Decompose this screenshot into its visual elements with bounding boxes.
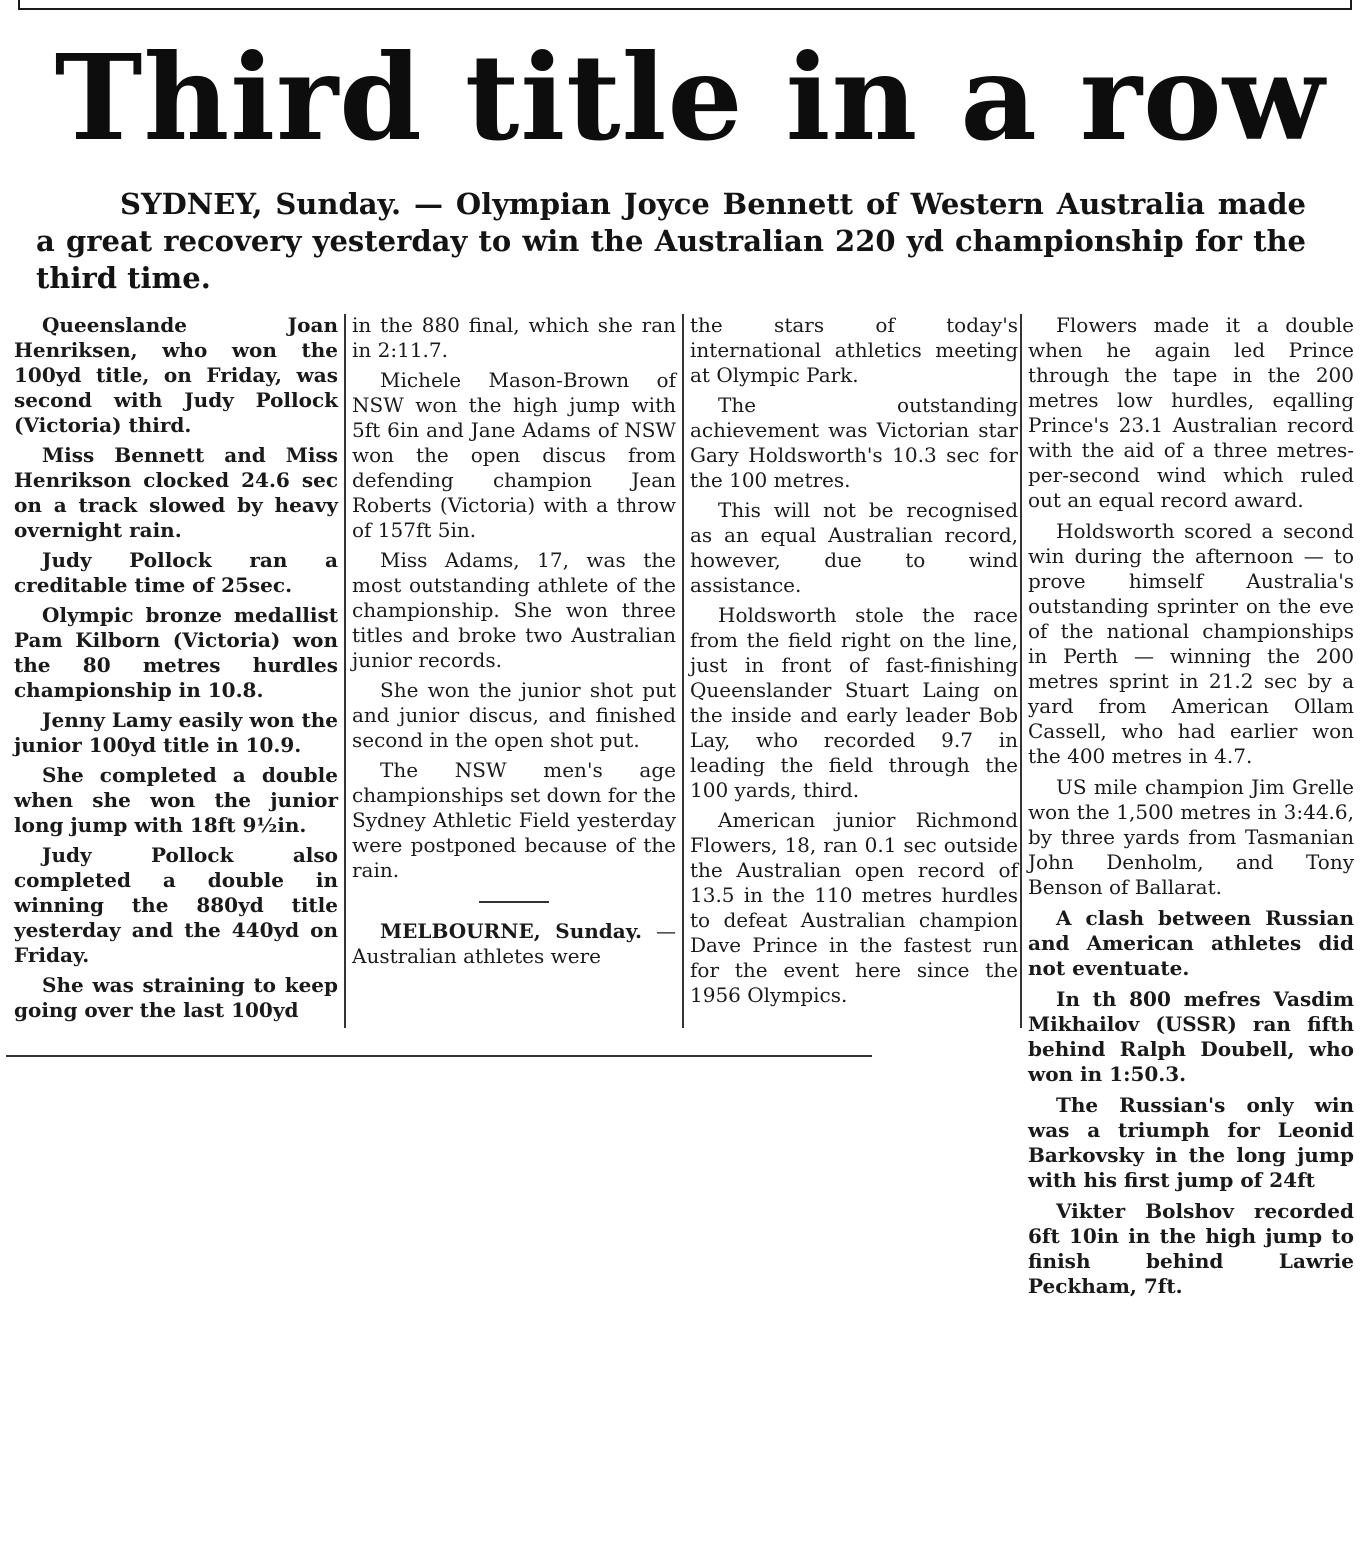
paragraph: Holdsworth scored a second win during the afternoon — to prove himself Australia's outstanding sprinter on the eve of the national championships in Perth — winning the 200 metres sprint in 21.2 sec by a yard from American Ollam Cassell, who had earlier won the 400 metres in 4.7. [1028, 519, 1354, 768]
paragraph: Michele Mason-Brown of NSW won the high jump with 5ft 6in and Jane Adams of NSW won the open discus from defending champion Jean Roberts (Victoria) with a throw of 157ft 5in. [352, 368, 676, 542]
dateline-text: —Australian athletes were [352, 919, 676, 968]
section-divider [479, 901, 549, 903]
paragraph: Vikter Bolshov recorded 6ft 10in in the high jump to finish behind Lawrie Peckham, 7ft. [1028, 1199, 1354, 1298]
paragraph: Queenslande Joan Henriksen, who won the 100yd title, on Friday, was second with Judy Pollock (Victoria) third. [14, 313, 338, 437]
paragraph: The Russian's only win was a triumph for Leonid Barkovsky in the long jump with his first jump of 24ft [1028, 1093, 1354, 1192]
paragraph: She completed a double when she won the junior long jump with 18ft 9½in. [14, 763, 338, 837]
bottom-rule [6, 1055, 872, 1057]
paragraph: This will not be recognised as an equal Australian record, however, due to wind assistance. [690, 498, 1018, 597]
page-frame-top [18, 0, 1352, 10]
paragraph: Olympic bronze medallist Pam Kilborn (Victoria) won the 80 metres hurdles championship in 10.8. [14, 603, 338, 702]
column-rule-2 [682, 314, 684, 1028]
lede-paragraph: SYDNEY, Sunday. — Olympian Joyce Bennett of Western Australia made a great recovery yesterday to win the Australian 220 yd championship for the third time. [36, 187, 1306, 295]
paragraph: The outstanding achievement was Victorian star Gary Holdsworth's 10.3 sec for the 100 metres. [690, 393, 1018, 492]
paragraph: the stars of today's international athletics meeting at Olympic Park. [690, 313, 1018, 387]
dateline-paragraph [352, 919, 676, 969]
paragraph: Jenny Lamy easily won the junior 100yd title in 10.9. [14, 708, 338, 757]
paragraph: American junior Richmond Flowers, 18, ran 0.1 sec outside the Australian open record of 13.5 in the 110 metres hurdles to defeat Australian champion Dave Prince in the fastest run for the event here since the 1956 Olympics. [690, 808, 1018, 1007]
column-rule-3 [1020, 314, 1022, 1028]
column-3 [690, 313, 1018, 1013]
headline: Third title in a row [54, 28, 1326, 167]
column-2 [352, 313, 676, 974]
paragraph: in the 880 final, which she ran in 2:11.7. [352, 313, 676, 362]
paragraph: US mile champion Jim Grelle won the 1,500 metres in 3:44.6, by three yards from Tasmanian John Denholm, and Tony Benson of Ballarat. [1028, 775, 1354, 899]
paragraph: A clash between Russian and American athletes did not eventuate. [1028, 906, 1354, 980]
paragraph: Flowers made it a double when he again led Prince through the tape in the 200 metres low hurdles, eqalling Prince's 23.1 Australian record with the aid of a three metres-per-second wind which ruled out an equal record award. [1028, 313, 1354, 512]
paragraph: The NSW men's age championships set down for the Sydney Athletic Field yesterday were postponed because of the rain. [352, 758, 676, 882]
paragraph: In th 800 mefres Vasdim Mikhailov (USSR) ran fifth behind Ralph Doubell, who won in 1:50.3. [1028, 987, 1354, 1086]
dateline: MELBOURNE, Sunday. [380, 919, 643, 943]
paragraph: Judy Pollock also completed a double in winning the 880yd title yesterday and the 440yd on Friday. [14, 843, 338, 967]
paragraph: Miss Bennett and Miss Henrikson clocked 24.6 sec on a track slowed by heavy overnight rain. [14, 443, 338, 542]
column-1 [14, 313, 338, 1028]
paragraph: Holdsworth stole the race from the field right on the line, just in front of fast-finishing Queenslander Stuart Laing on the inside and early leader Bob Lay, who recorded 9.7 in leading the field through the 100 yards, third. [690, 603, 1018, 802]
paragraph: Miss Adams, 17, was the most outstanding athlete of the championship. She won three titles and broke two Australian junior records. [352, 548, 676, 672]
paragraph: She won the junior shot put and junior discus, and finished second in the open shot put. [352, 678, 676, 752]
paragraph: She was straining to keep going over the last 100yd [14, 973, 338, 1022]
column-rule-1 [344, 314, 346, 1028]
paragraph: Judy Pollock ran a creditable time of 25sec. [14, 548, 338, 597]
column-4 [1028, 313, 1354, 1305]
